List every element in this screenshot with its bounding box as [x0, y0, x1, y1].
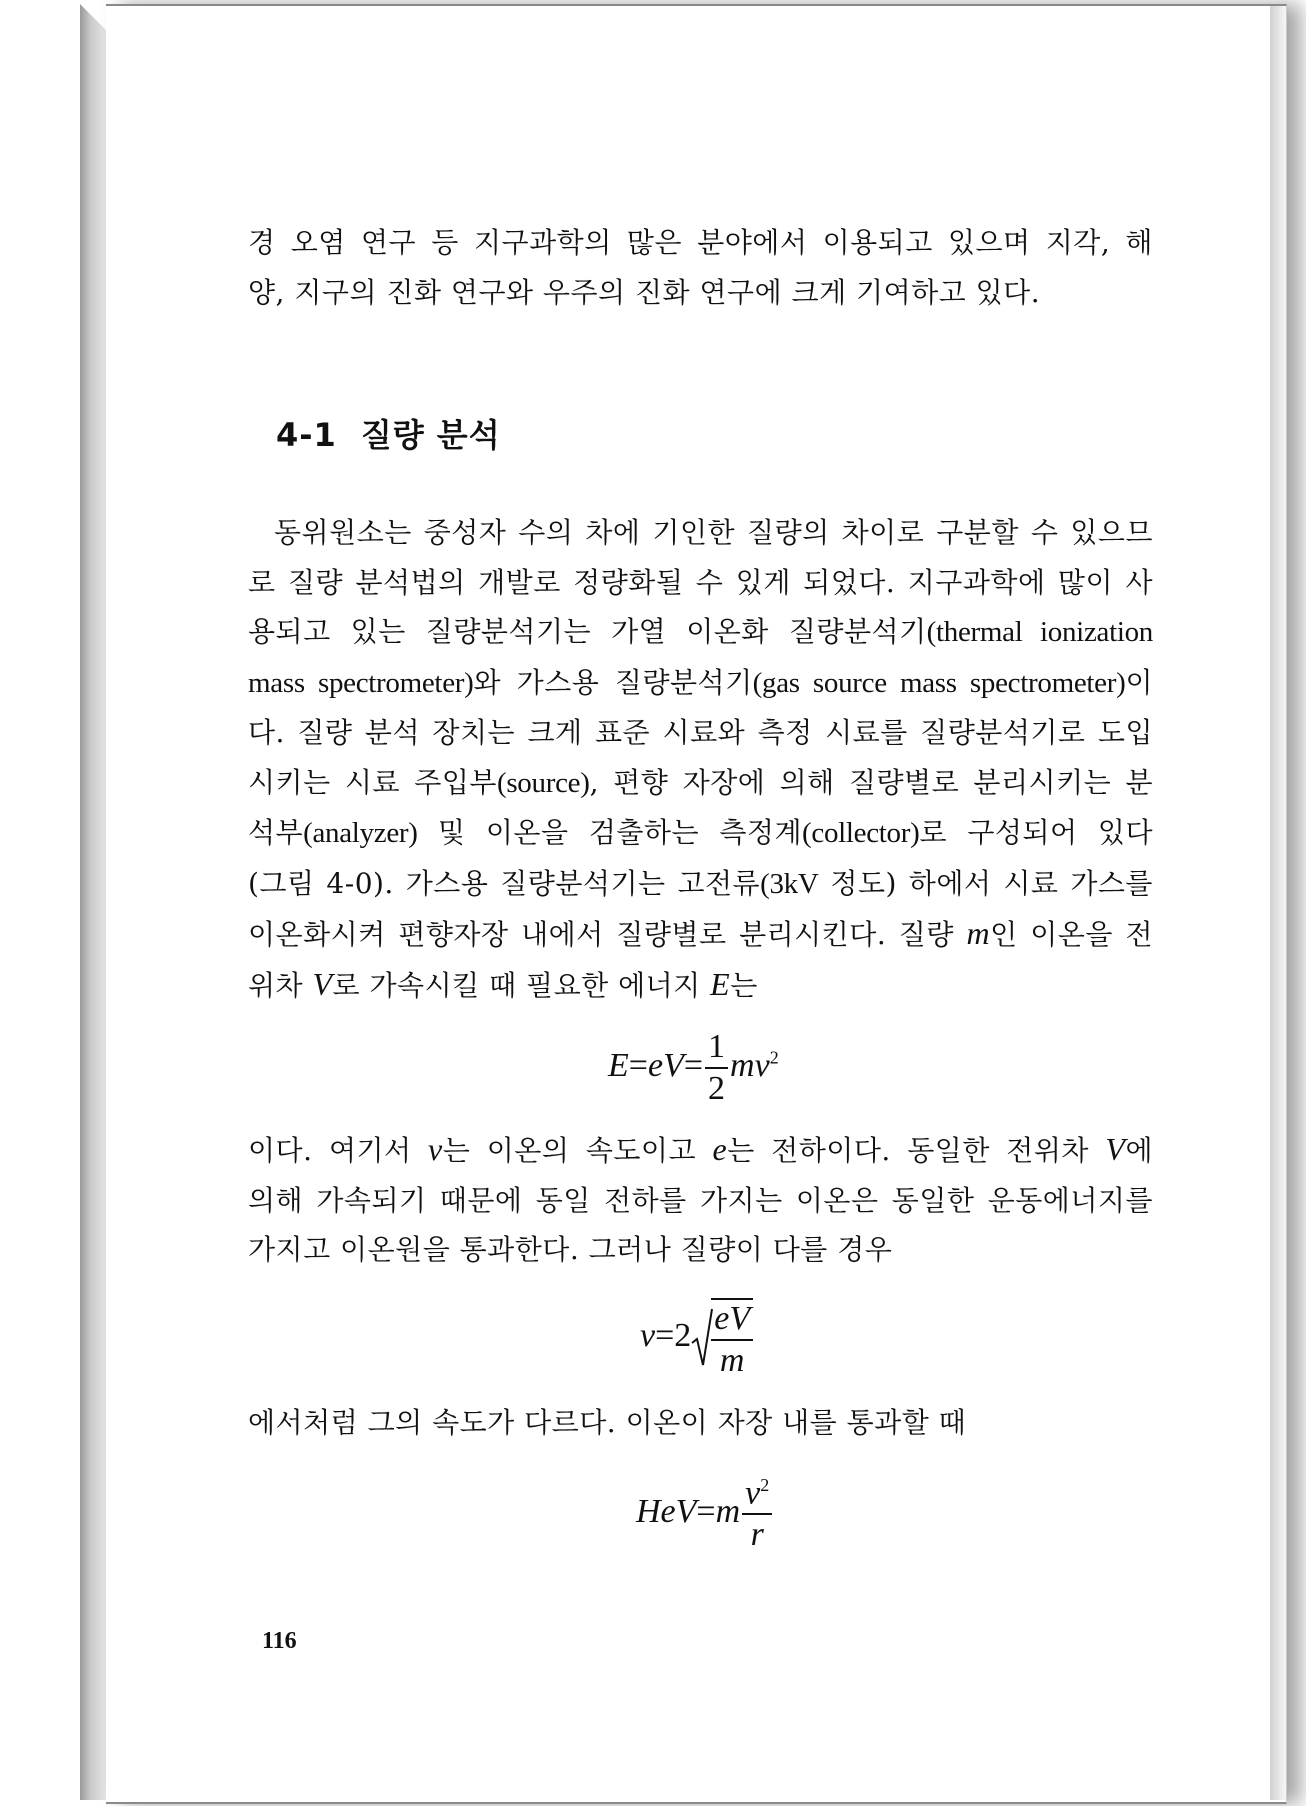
text-line: 의해 가속되기 때문에 동일 전하를 가지는 이온은 동일한 운동에너지를: [248, 1183, 1153, 1217]
text-run: 로 가속시킬 때 필요한 에너지: [332, 968, 711, 1002]
section-title: 질량 분석: [360, 416, 501, 454]
text-line: 로 질량 분석법의 개발로 정량화될 수 있게 되었다. 지구과학에 많이 사: [248, 565, 1153, 599]
text-line: 경 오염 연구 등 지구과학의 많은 분야에서 이용되고 있으며 지각, 해: [248, 226, 1153, 259]
math-variable: E: [608, 1046, 629, 1084]
page-edge-shadow: [1270, 6, 1290, 1800]
text-line: [248, 658, 1153, 709]
math-variable: mv: [730, 1046, 770, 1084]
math-variable: v: [428, 1131, 443, 1167]
text-run: , 편향 자장에 의해 질량별로 분리시키는 분: [589, 765, 1154, 799]
math-exponent: 2: [769, 1047, 779, 1068]
text-line: [248, 960, 1153, 1011]
math-fraction: [705, 1030, 728, 1106]
latin-term: (analyzer): [303, 817, 418, 849]
math-variable: v: [745, 1474, 761, 1512]
text-line: 에서처럼 그의 속도가 다르다. 이온이 자장 내를 통과할 때: [248, 1406, 967, 1439]
page-number: 116: [262, 1628, 297, 1654]
text-run: 이다. 여기서: [248, 1134, 429, 1167]
math-fraction: [711, 1298, 753, 1378]
text-line: [248, 859, 1153, 910]
math-variable: V: [1105, 1131, 1126, 1167]
latin-term: (collector): [802, 817, 920, 849]
latin-term: (thermal ionization: [926, 616, 1153, 648]
book-spine: [80, 4, 106, 1800]
text-run: 시키는 시료 주입부: [248, 765, 497, 799]
text-line: [248, 758, 1153, 809]
math-variable: V: [312, 965, 333, 1002]
text-run: 는 전하이다. 동일한 전위차: [727, 1134, 1106, 1167]
math-fraction: [742, 1476, 772, 1552]
radical-sign-icon: [691, 1307, 713, 1369]
latin-term: (source): [496, 766, 590, 799]
math-variable: m: [966, 915, 991, 951]
text-run: 정도) 하에서 시료 가스를: [818, 866, 1153, 900]
body-paragraph-2: [248, 1125, 1153, 1275]
body-paragraph-3: [248, 1398, 1153, 1448]
math-variable: E: [710, 965, 731, 1002]
math-radical: [691, 1298, 755, 1378]
text-line: 동위원소는 중성자 수의 차에 기인한 질량의 차이로 구분할 수 있으므: [274, 516, 1153, 549]
equation-magnetic: [636, 1476, 774, 1552]
body-paragraph-1: [248, 508, 1153, 1010]
text-run: 이온화시켜 편향자장 내에서 질량별로 분리시킨다. 질량: [248, 918, 967, 951]
fraction-denominator: 2: [708, 1070, 726, 1107]
text-run: 석부: [248, 816, 304, 849]
math-operator: =: [655, 1316, 675, 1354]
fraction-denominator: r: [750, 1516, 764, 1554]
math-variable: e: [647, 1046, 664, 1084]
equation-energy: [608, 1030, 779, 1106]
text-run: 와 가스용 질량분석기: [473, 665, 753, 699]
text-run: 에: [1125, 1134, 1154, 1167]
intro-paragraph: [248, 218, 1153, 317]
latin-term: (3kV: [760, 867, 819, 900]
section-number: 4-1: [276, 416, 337, 454]
math-coefficient: 2: [674, 1316, 692, 1354]
text-run: 용되고 있는 질량분석기는 가열 이온화 질량분석기: [248, 615, 927, 648]
text-run: 는 이온의 속도이고: [442, 1134, 713, 1167]
text-line: [248, 909, 1153, 960]
text-run: 인 이온을 전: [990, 918, 1153, 951]
text-run: 위차: [248, 968, 313, 1002]
math-variable: e: [712, 1131, 728, 1167]
math-operator: =: [696, 1492, 716, 1530]
fraction-numerator: eV: [711, 1302, 753, 1341]
math-operator: =: [628, 1046, 648, 1084]
text-run: 는: [730, 968, 758, 1002]
text-line: 가지고 이온원을 통과한다. 그러나 질량이 다를 경우: [248, 1233, 893, 1266]
text-run: (그림 4-0). 가스용 질량분석기는 고전류: [248, 866, 761, 900]
latin-term: mass spectrometer): [248, 666, 474, 699]
math-variable: v: [640, 1316, 656, 1354]
math-operator: =: [683, 1046, 704, 1084]
text-run: 및 이온을 검출하는 측정계: [417, 816, 803, 849]
text-line: [248, 1125, 1153, 1176]
text-run: 이: [1125, 665, 1154, 699]
section-heading: [276, 410, 501, 456]
math-variable: m: [715, 1492, 741, 1530]
text-line: [248, 607, 1153, 658]
fraction-denominator: m: [719, 1342, 745, 1379]
text-line: [248, 808, 1153, 859]
fraction-numerator: [742, 1476, 772, 1515]
text-line: 양, 지구의 진화 연구와 우주의 진화 연구에 크게 기여하고 있다.: [248, 275, 1041, 309]
math-exponent: 2: [760, 1475, 770, 1495]
text-run: 로 구성되어 있다: [919, 816, 1153, 849]
math-variable: V: [663, 1046, 684, 1084]
math-variable: HeV: [636, 1492, 697, 1530]
fraction-numerator: 1: [705, 1030, 728, 1069]
text-line: 다. 질량 분석 장치는 크게 표준 시료와 측정 시료를 질량분석기로 도입: [248, 716, 1153, 749]
equation-velocity: [640, 1298, 755, 1378]
latin-term: (gas source mass spectrometer): [752, 666, 1126, 699]
